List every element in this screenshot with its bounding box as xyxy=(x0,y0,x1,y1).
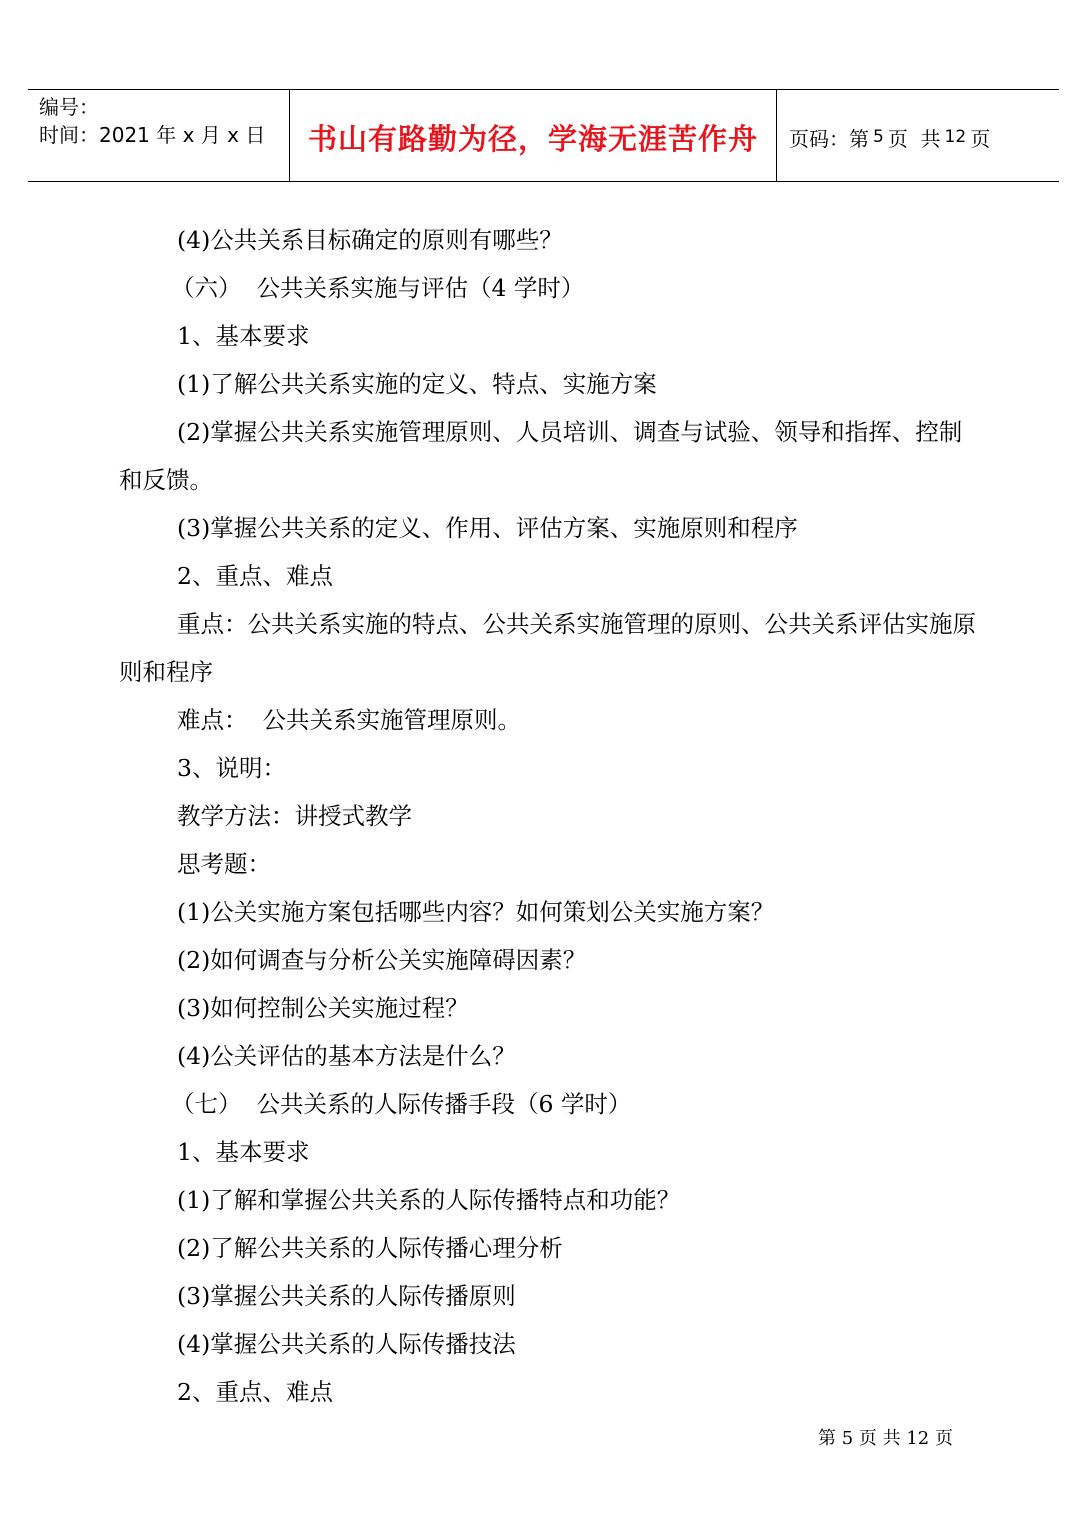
header-motto-cell xyxy=(290,90,777,181)
page-mid: 页 共 xyxy=(887,126,941,151)
section-heading: （六） 公共关系实施与评估（4 学时） xyxy=(171,274,585,302)
paragraph: 3、说明： xyxy=(177,754,286,782)
paragraph: (1)了解和掌握公共关系的人际传播特点和功能？ xyxy=(177,1186,681,1214)
document-time: 时间：2021 年 x 月 x 日 xyxy=(39,123,266,147)
paragraph: (4)掌握公共关系的人际传播技法 xyxy=(177,1330,516,1358)
header-page-indicator xyxy=(777,90,1059,181)
paragraph: (2)掌握公共关系实施管理原则、人员培训、调查与试验、领导和指挥、控制和反馈。 xyxy=(119,418,963,494)
paragraph: 2、重点、难点 xyxy=(177,1378,333,1406)
paragraph: (1)公关实施方案包括哪些内容？如何策划公关实施方案？ xyxy=(177,898,775,926)
paragraph: 难点： 公共关系实施管理原则。 xyxy=(177,706,521,734)
paragraph: (2)了解公共关系的人际传播心理分析 xyxy=(177,1234,563,1262)
document-body xyxy=(119,216,979,1416)
paragraph: (2)如何调查与分析公关实施障碍因素？ xyxy=(177,946,587,974)
page-total: 12 xyxy=(944,127,967,147)
paragraph: (1)了解公共关系实施的定义、特点、实施方案 xyxy=(177,370,657,398)
document-number-label: 编号： xyxy=(39,95,99,119)
header-meta xyxy=(28,90,290,181)
page-footer: 第 5 页 共 12 页 xyxy=(818,1428,953,1449)
paragraph: (3)掌握公共关系的定义、作用、评估方案、实施原则和程序 xyxy=(177,514,798,542)
paragraph: 思考题： xyxy=(177,850,271,878)
paragraph: 1、基本要求 xyxy=(177,1138,310,1166)
paragraph: (4)公关评估的基本方法是什么？ xyxy=(177,1042,516,1070)
section-heading: （七） 公共关系的人际传播手段（6 学时） xyxy=(171,1090,632,1118)
paragraph: (4)公共关系目标确定的原则有哪些？ xyxy=(177,226,563,254)
page-suffix: 页 xyxy=(970,126,991,151)
paragraph: 重点：公共关系实施的特点、公共关系实施管理的原则、公共关系评估实施原则和程序 xyxy=(119,610,976,686)
motto-text: 书山有路勤为径，学海无涯苦作舟 xyxy=(307,122,758,156)
paragraph: (3)如何控制公关实施过程？ xyxy=(177,994,469,1022)
paragraph: 教学方法：讲授式教学 xyxy=(177,802,412,830)
page-current: 5 xyxy=(873,127,884,147)
page-prefix: 页码：第 xyxy=(789,126,869,151)
page-header xyxy=(28,89,1059,182)
paragraph: 1、基本要求 xyxy=(177,322,310,350)
paragraph: (3)掌握公共关系的人际传播原则 xyxy=(177,1282,516,1310)
paragraph: 2、重点、难点 xyxy=(177,562,333,590)
